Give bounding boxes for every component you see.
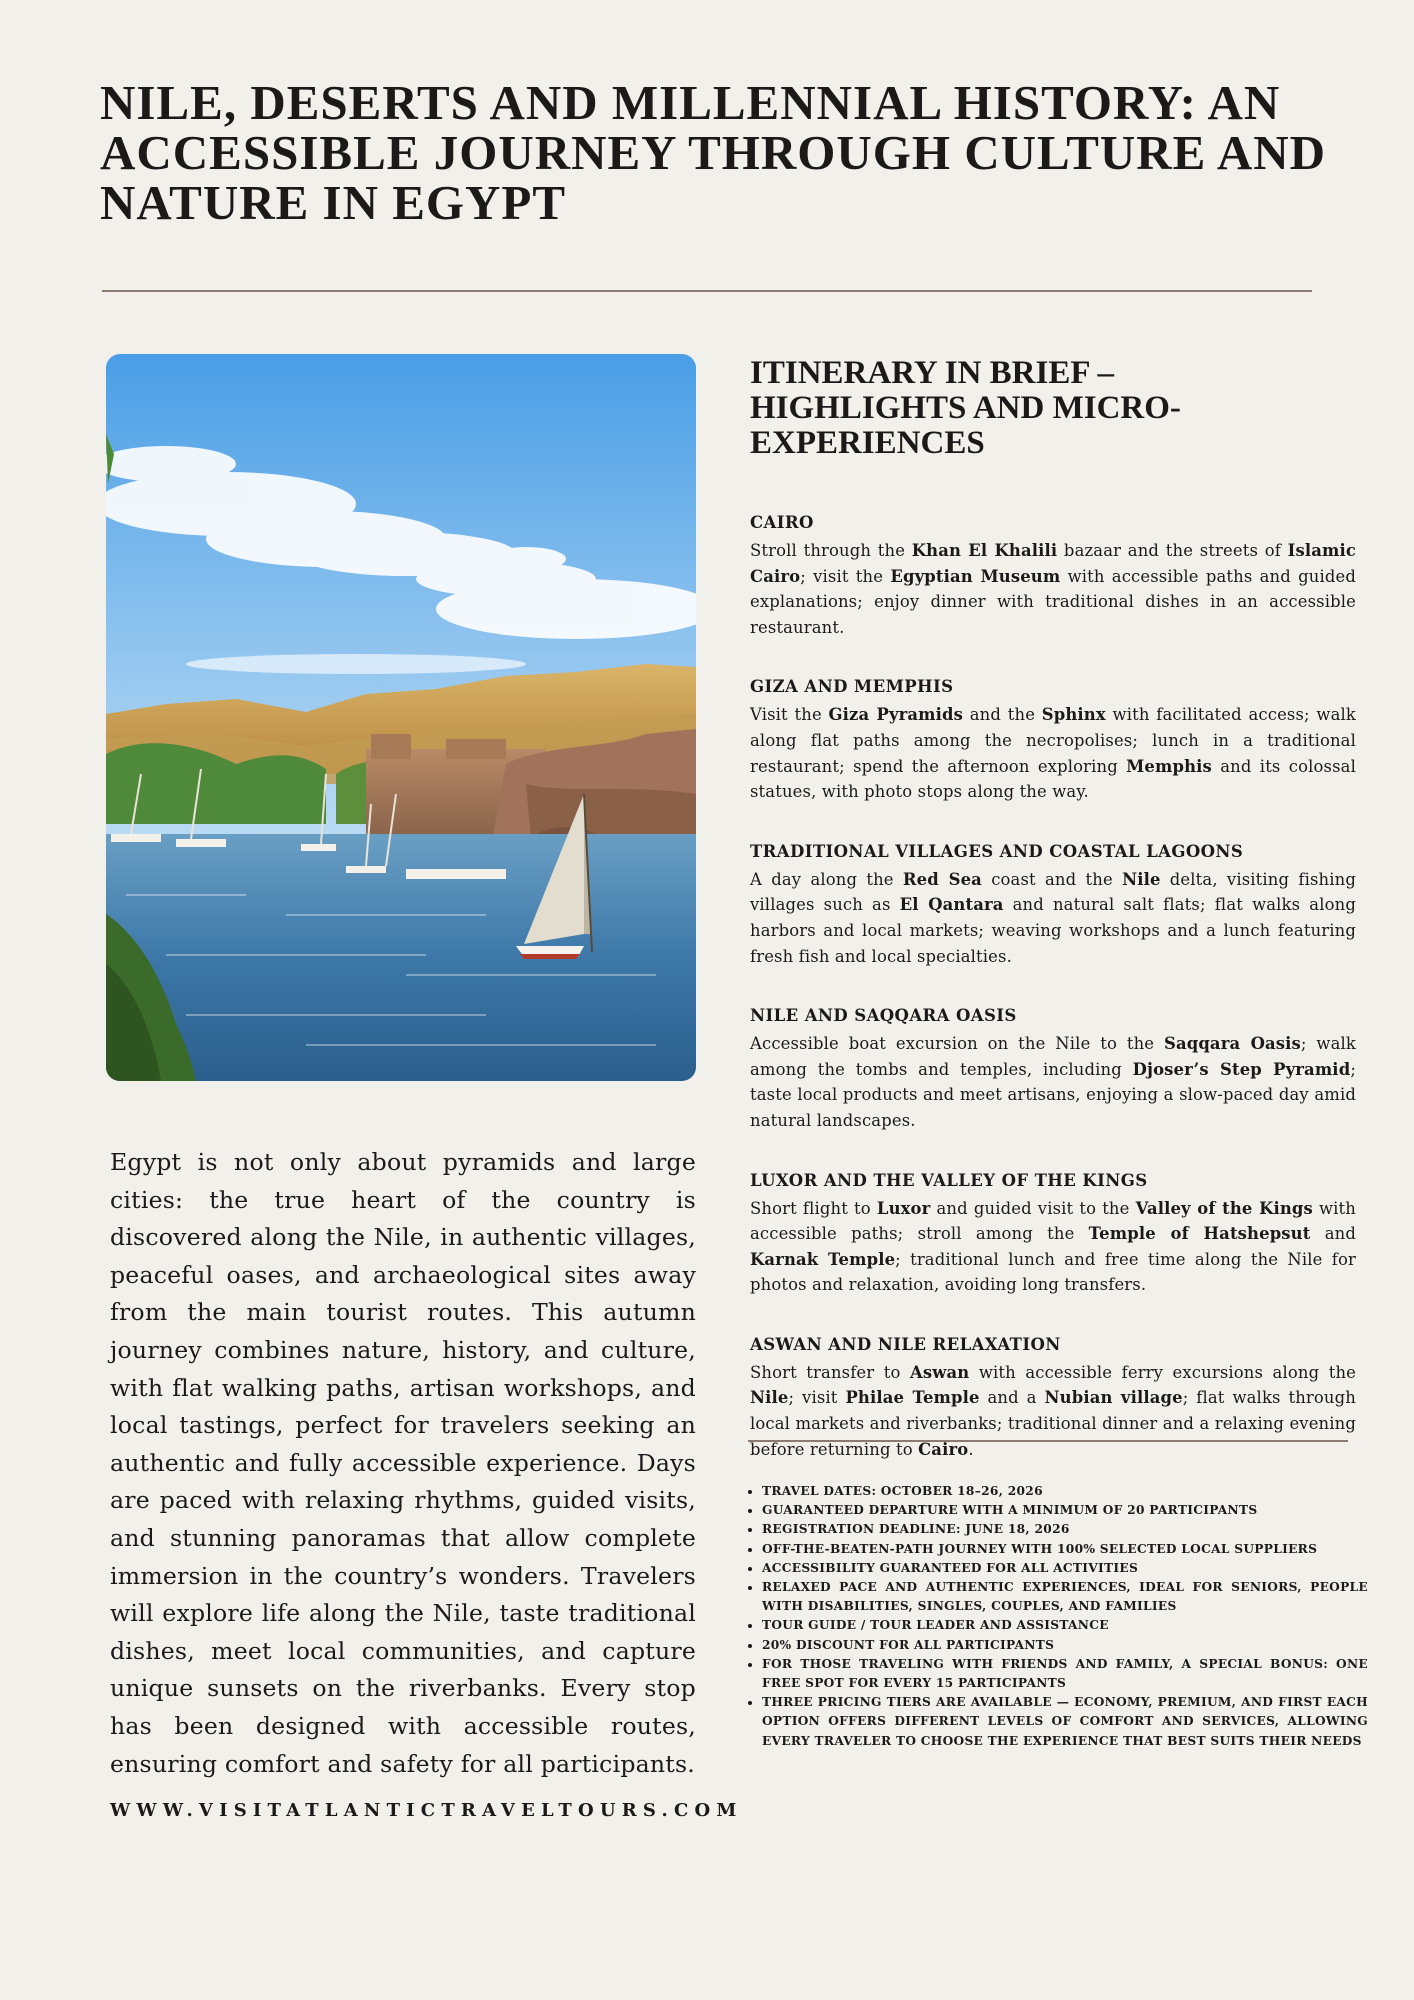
highlight-term: Cairo bbox=[918, 1439, 969, 1459]
section-cairo bbox=[750, 510, 1356, 640]
text-run: Short transfer to bbox=[750, 1362, 910, 1382]
highlight-term: Red Sea bbox=[902, 869, 982, 889]
section-title: CAIRO bbox=[750, 513, 814, 532]
text-run: Visit the bbox=[750, 705, 829, 725]
list-item: • ACCESSIBILITY GUARANTEED FOR ALL ACTIVITIES bbox=[762, 1559, 1368, 1578]
text-run: Accessible boat excursion on the Nile to the bbox=[750, 1034, 1164, 1054]
list-item: • REGISTRATION DEADLINE: JUNE 18, 2026 bbox=[762, 1520, 1368, 1539]
list-item: • OFF-THE-BEATEN-PATH JOURNEY WITH 100% SELECTED LOCAL SUPPLIERS bbox=[762, 1540, 1368, 1559]
itinerary-heading: ITINERARY IN BRIEF – HIGHLIGHTS AND MICRO-EXPERIENCES bbox=[750, 355, 1181, 461]
section-aswan bbox=[750, 1332, 1356, 1462]
text-run: ; walk among the tombs and temples, including bbox=[750, 1034, 1356, 1079]
highlight-term: Aswan bbox=[910, 1362, 970, 1382]
list-item: • FOR THOSE TRAVELING WITH FRIENDS AND FAMILY, A SPECIAL BONUS: ONE FREE SPOT FOR EVERY 15 PARTICIPANTS bbox=[762, 1655, 1368, 1693]
section-body bbox=[750, 1196, 1356, 1298]
section-giza-memphis bbox=[750, 674, 1356, 804]
text-run: A day along the bbox=[750, 869, 903, 889]
highlight-term: Nile bbox=[750, 1388, 789, 1408]
text-run: with accessible paths; stroll among the bbox=[750, 1198, 1356, 1244]
highlight-term: Saqqara Oasis bbox=[1163, 1034, 1301, 1054]
highlight-term: Sphinx bbox=[1041, 705, 1106, 725]
highlight-term: Djoser’s Step Pyramid bbox=[1132, 1059, 1351, 1079]
highlight-term: Temple of Hatshepsut bbox=[1088, 1224, 1311, 1244]
text-run: Short flight to bbox=[750, 1198, 877, 1218]
highlight-term: Nubian village bbox=[1044, 1388, 1183, 1408]
section-body bbox=[750, 1031, 1356, 1133]
highlight-term: Valley of the Kings bbox=[1135, 1198, 1313, 1218]
section-nile-saqqara bbox=[750, 1003, 1356, 1133]
text-run: with facilitated access; walk along flat paths among the necropolises; lunch in a traditional restaurant; spend the afternoon exploring bbox=[750, 705, 1357, 776]
section-title: TRADITIONAL VILLAGES AND COASTAL LAGOONS bbox=[750, 841, 1244, 861]
text-run: ; flat walks through local markets and riverbanks; traditional dinner and a relaxing evening before returning to bbox=[750, 1388, 1356, 1459]
page-title: NILE, DESERTS AND MILLENNIAL HISTORY: AN ACCESSIBLE JOURNEY THROUGH CULTURE AND NATURE IN EGYPT bbox=[100, 75, 1327, 230]
list-item: • GUARANTEED DEPARTURE WITH A MINIMUM OF 20 PARTICIPANTS bbox=[762, 1501, 1368, 1520]
text-run: . bbox=[968, 1439, 974, 1459]
section-title: NILE AND SAQQARA OASIS bbox=[750, 1006, 1017, 1026]
website-url[interactable]: WWW.VISITATLANTICTRAVELTOURS.COM bbox=[110, 1800, 743, 1821]
highlight-term: El Qantara bbox=[899, 895, 1004, 915]
list-item: • 20% DISCOUNT FOR ALL PARTICIPANTS bbox=[762, 1636, 1368, 1655]
highlight-term: Egyptian Museum bbox=[890, 566, 1061, 586]
text-run: and guided visit to the bbox=[930, 1198, 1136, 1218]
intro-paragraph: Egypt is not only about pyramids and large cities: the true heart of the country is discovered along the Nile, in authentic villages, peaceful oases, and archaeological sites away from the main tourist routes. This autumn journey combines nature, history, and culture, with flat walking paths, artisan workshops, and local tastings, perfect for travelers seeking an authentic and fully accessible experience. Days are paced with relaxing rhythms, guided visits, and stunning panoramas that allow complete immersion in the country’s wonders. Travelers will explore life along the Nile, taste traditional dishes, meet local communities, and capture unique sunsets on the riverbanks. Every stop has been designed with accessible routes, ensuring comfort and safety for all participants. bbox=[110, 1148, 696, 1778]
text-run: and its colossal statues, with photo stops along the way. bbox=[750, 756, 1356, 802]
text-run: ; visit bbox=[788, 1388, 846, 1408]
section-title: LUXOR AND THE VALLEY OF THE KINGS bbox=[750, 1170, 1148, 1190]
section-body bbox=[750, 1360, 1356, 1462]
highlight-term: Karnak Temple bbox=[750, 1249, 896, 1269]
section-title: ASWAN AND NILE RELAXATION bbox=[750, 1334, 1061, 1354]
highlight-term: Luxor bbox=[876, 1198, 931, 1218]
list-item: • TOUR GUIDE / TOUR LEADER AND ASSISTANCE bbox=[762, 1616, 1368, 1635]
highlight-term: Nile bbox=[1122, 869, 1161, 889]
section-body bbox=[750, 867, 1356, 969]
section-villages-lagoons bbox=[750, 839, 1356, 969]
details-divider bbox=[748, 1440, 1348, 1442]
text-run: and a bbox=[979, 1388, 1045, 1408]
text-run: with accessible ferry excursions along the bbox=[969, 1362, 1357, 1382]
text-run: ; traditional lunch and free time along the Nile for photos and relaxation, avoiding long transfers. bbox=[750, 1249, 1356, 1295]
trip-details-list bbox=[744, 1482, 1368, 1751]
list-item: • THREE PRICING TIERS ARE AVAILABLE — ECONOMY, PREMIUM, AND FIRST EACH OPTION OFFERS DIFFERENT LEVELS OF COMFORT AND SERVICES, ALLOWING EVERY TRAVELER TO CHOOSE THE EXPERIENCE THAT BEST SUITS THEIR NEEDS bbox=[762, 1693, 1368, 1751]
section-title: GIZA AND MEMPHIS bbox=[750, 677, 954, 697]
text-run: with accessible paths and guided explanations; enjoy dinner with traditional dishes in an accessible restaurant. bbox=[750, 566, 1356, 637]
text-run: and natural salt flats; flat walks along harbors and local markets; weaving workshops and a lunch featuring fresh fish and local specialties. bbox=[750, 895, 1356, 966]
text-run: bazaar and the streets of bbox=[1057, 541, 1288, 560]
text-run: coast and the bbox=[981, 869, 1123, 889]
highlight-term: Giza Pyramids bbox=[828, 705, 964, 725]
text-run: and bbox=[1310, 1224, 1357, 1244]
text-run: Stroll through the bbox=[750, 541, 912, 560]
text-run: and the bbox=[963, 705, 1042, 725]
section-luxor bbox=[750, 1168, 1356, 1298]
highlight-term: Islamic Cairo bbox=[750, 541, 1356, 586]
itinerary-sections bbox=[750, 510, 1356, 1496]
text-run: ; visit the bbox=[800, 566, 891, 586]
section-body bbox=[750, 538, 1356, 640]
text-run: delta, visiting fishing villages such as bbox=[750, 869, 1357, 915]
nile-photo bbox=[106, 354, 696, 1081]
text-run: ; taste local products and meet artisans, enjoying a slow-paced day amid natural landscapes. bbox=[750, 1059, 1356, 1130]
list-item: • TRAVEL DATES: OCTOBER 18–26, 2026 bbox=[762, 1482, 1368, 1501]
highlight-term: Philae Temple bbox=[845, 1388, 980, 1408]
top-divider bbox=[102, 290, 1312, 292]
section-body bbox=[750, 702, 1356, 804]
highlight-term: Khan El Khalili bbox=[911, 541, 1058, 560]
highlight-term: Memphis bbox=[1126, 756, 1212, 776]
list-item: • RELAXED PACE AND AUTHENTIC EXPERIENCES, IDEAL FOR SENIORS, PEOPLE WITH DISABILITIES, SINGLES, COUPLES, AND FAMILIES bbox=[762, 1578, 1368, 1616]
